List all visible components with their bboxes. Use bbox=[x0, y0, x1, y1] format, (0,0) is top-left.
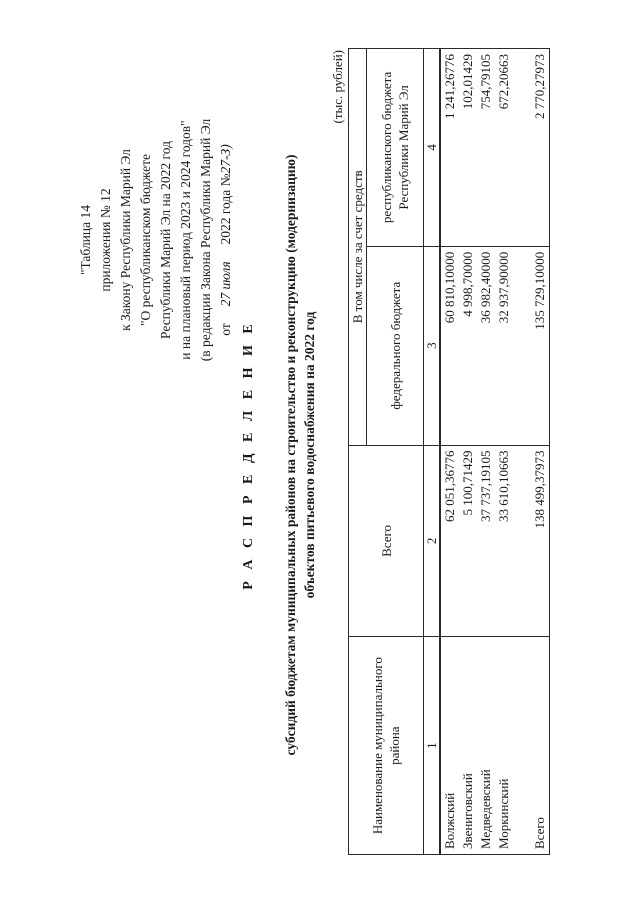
header-line: к Закону Республики Марий Эл bbox=[118, 149, 133, 331]
row-name: Медведевский bbox=[477, 637, 495, 855]
header-total: Всего bbox=[349, 445, 424, 637]
total-row-total: 138 499,37973 bbox=[531, 445, 550, 637]
date-prefix: от bbox=[218, 323, 233, 336]
handwritten-date: 27 июля bbox=[218, 261, 233, 307]
row-name: Волжский bbox=[440, 637, 459, 855]
table-row bbox=[459, 49, 477, 855]
column-number: 3 bbox=[424, 246, 441, 445]
header-line: приложения № 12 bbox=[98, 188, 113, 292]
row-republic: 754,79105 bbox=[477, 49, 495, 247]
distribution-table bbox=[348, 48, 550, 855]
table-row bbox=[440, 49, 459, 855]
date-suffix: 2022 года № bbox=[218, 173, 233, 245]
header-line: и на плановый период 2023 и 2024 годов" bbox=[178, 120, 193, 360]
row-total: 37 737,19105 bbox=[477, 445, 495, 637]
header-date-line bbox=[216, 95, 236, 385]
header-name: Наименование муниципального района bbox=[349, 637, 424, 855]
row-total: 62 051,36776 bbox=[440, 445, 459, 637]
column-number: 4 bbox=[424, 49, 441, 247]
header-line: "О республиканском бюджете bbox=[138, 154, 153, 327]
column-number: 2 bbox=[424, 445, 441, 637]
row-total: 33 610,10663 bbox=[495, 445, 513, 637]
header-line: (в редакции Закона Республики Марий Эл bbox=[198, 118, 213, 362]
document-title: Р А С П Р Е Д Е Л Е Н И Е bbox=[241, 320, 256, 590]
total-row-name: Всего bbox=[531, 637, 550, 855]
header-line: Республики Марий Эл на 2022 год bbox=[158, 141, 173, 339]
document-header bbox=[76, 95, 236, 385]
document-subtitle-line2: объектов питьевого водоснабжения на 2022 год bbox=[302, 311, 317, 599]
row-federal: 4 998,70000 bbox=[459, 246, 477, 445]
row-federal: 36 982,40000 bbox=[477, 246, 495, 445]
row-name: Моркинский bbox=[495, 637, 513, 855]
header-group: В том числе за счет средств bbox=[349, 49, 367, 446]
row-republic: 102,01429 bbox=[459, 49, 477, 247]
table-row bbox=[495, 49, 513, 855]
row-federal: 32 937,90000 bbox=[495, 246, 513, 445]
table-row bbox=[477, 49, 495, 855]
row-total: 5 100,71429 bbox=[459, 445, 477, 637]
header-federal: федерального бюджета bbox=[367, 246, 424, 445]
unit-label: (тыс. рублей) bbox=[330, 50, 345, 124]
handwritten-number: 27-З) bbox=[218, 144, 233, 174]
header-republic: республиканского бюджета Республики Марий Эл bbox=[367, 49, 424, 247]
row-federal: 60 810,10000 bbox=[440, 246, 459, 445]
row-name: Звениговский bbox=[459, 637, 477, 855]
row-republic: 672,20663 bbox=[495, 49, 513, 247]
document-subtitle-line1: субсидий бюджетам муниципальных районов на строительство и реконструкцию (модернизацию) bbox=[283, 154, 298, 756]
spacer-row bbox=[513, 49, 531, 855]
column-number: 1 bbox=[424, 637, 441, 855]
total-row bbox=[531, 49, 550, 855]
total-row-republic: 2 770,27973 bbox=[531, 49, 550, 247]
total-row-federal: 135 729,10000 bbox=[531, 246, 550, 445]
header-line: "Таблица 14 bbox=[78, 205, 93, 275]
row-republic: 1 241,26776 bbox=[440, 49, 459, 247]
